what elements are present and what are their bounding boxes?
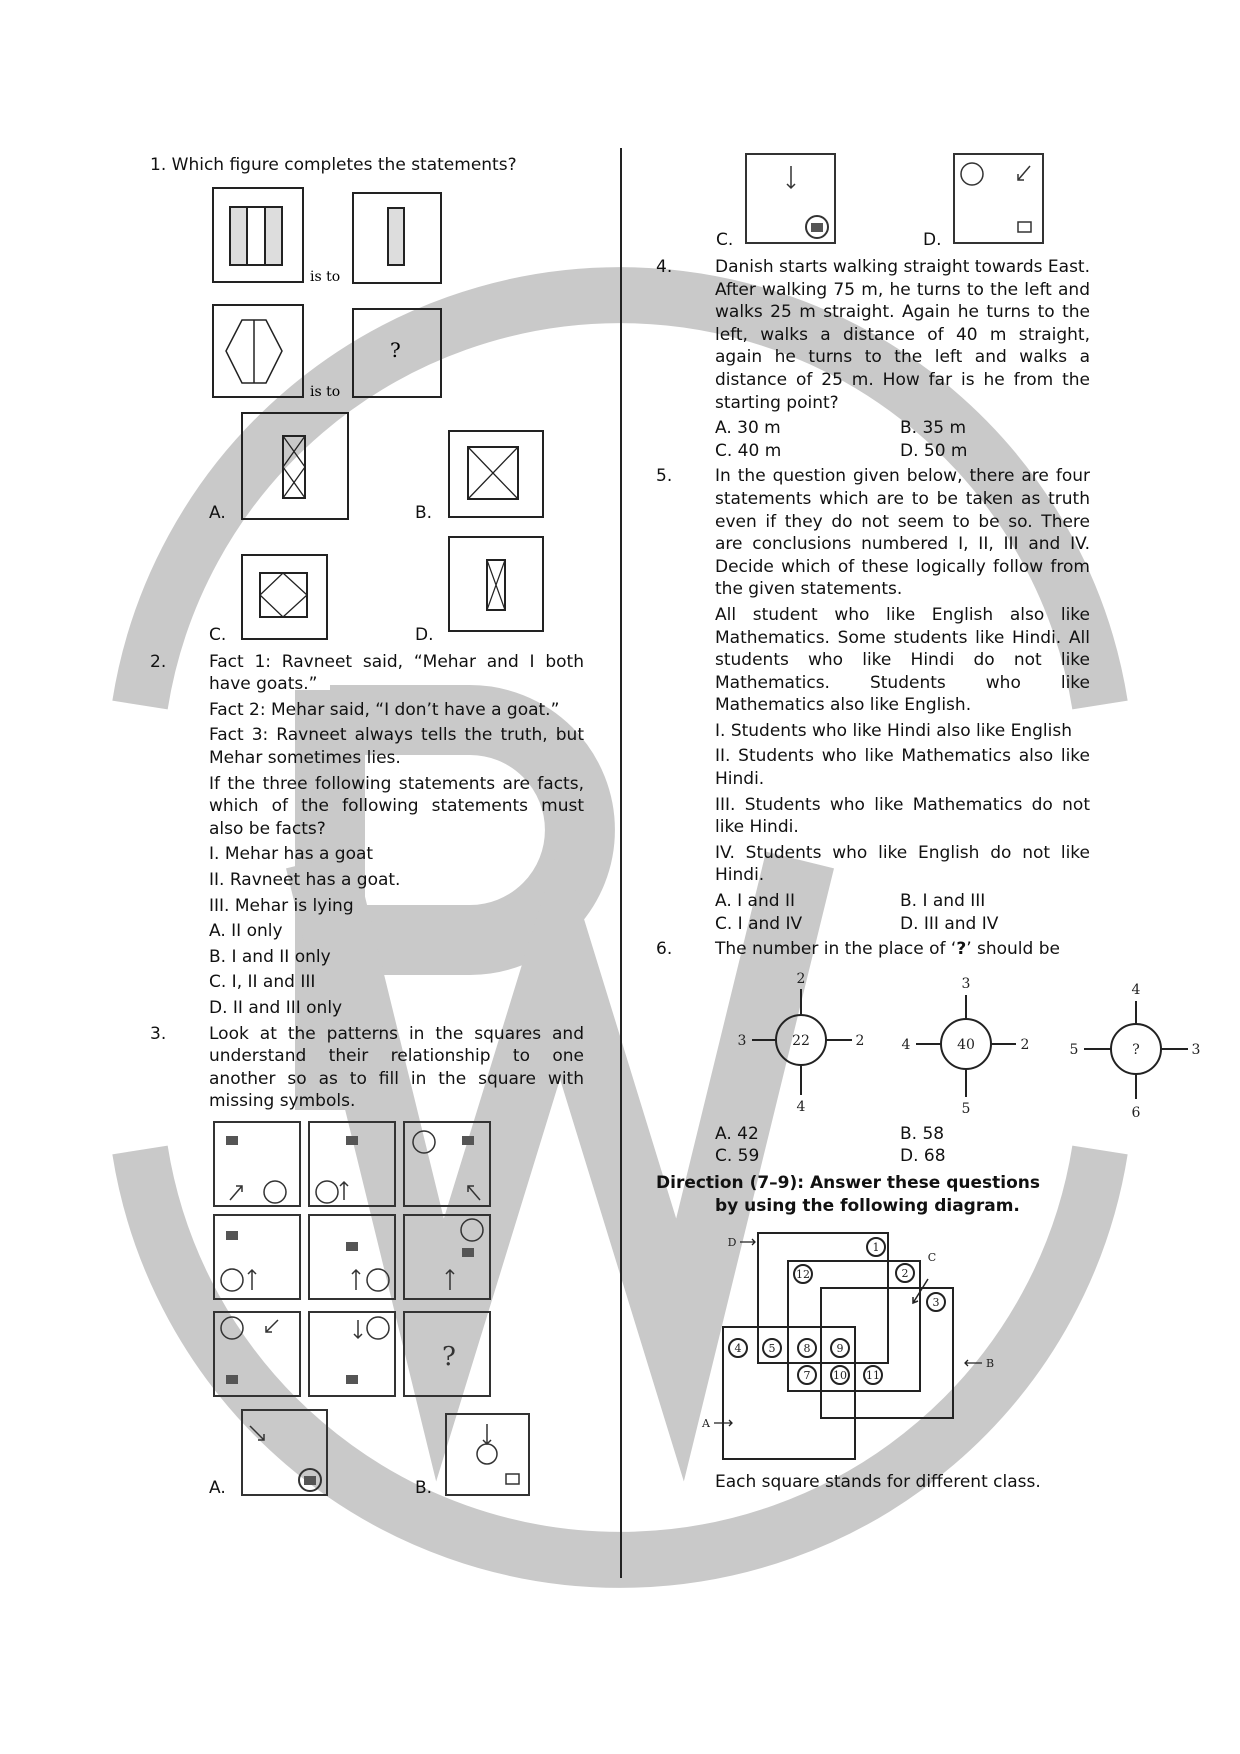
question-number: 2. [150,651,167,672]
q6-options [656,1123,1090,1168]
circle-3-bottom: 6 [1131,1104,1141,1121]
circle-3-left: 5 [1069,1041,1079,1058]
question-3 [150,1023,584,1116]
option-a-label[interactable]: A. [209,1478,226,1499]
option-b[interactable]: B. 35 m [900,418,967,439]
circle-1-left: 3 [737,1032,747,1049]
left-column [150,154,584,1500]
conclusion-4: IV. Students who like English do not like Hindi. [715,842,1090,886]
conclusion-2: II. Students who like Mathematics also like Hindi. [715,746,1090,790]
q6-figure-row [656,967,1201,1123]
region-10: 10 [833,1369,847,1383]
q1-analogy-row [150,185,584,411]
circle-1-center: 22 [792,1032,810,1049]
question-text: Look at the patterns in the squares and understand their relationship to one another so as to fill in the square with missing symbols. [209,1023,584,1112]
label-b: B [985,1357,995,1371]
option-c[interactable]: C. 40 m [715,440,782,461]
question-number: 3. [150,1023,167,1044]
label-a: A [702,1417,710,1431]
column-divider [620,148,622,1578]
q3-options-ab [150,1408,584,1500]
q1-option-c-figure[interactable] [240,553,330,643]
option-c[interactable]: C. I and IV [715,913,803,934]
option-c[interactable]: C. I, II and III [209,972,316,993]
question-5 [656,465,1090,935]
option-d[interactable]: D. 68 [900,1146,946,1167]
q1-options-ab [150,411,584,525]
q3-option-c-figure[interactable] [744,152,838,246]
direction-line-2: by using the following diagram. [715,1195,1020,1216]
question-text: Which figure completes the statements? [171,155,517,175]
region-9: 9 [836,1342,844,1356]
question-6 [656,938,1090,961]
diagram-caption: Each square stands for different class. [715,1472,1041,1493]
question-2 [150,651,584,1023]
circle-2-bottom: 5 [961,1100,971,1117]
region-11: 11 [866,1369,880,1383]
option-d-label[interactable]: D. [415,625,434,645]
question-text: In the question given below, there are four statements which are to be taken as truth even if they do not seem to be so. There are conclusions numbered I, II, III and IV. Decide which of these logically follow from the given statements. [715,466,1090,600]
is-to-label: is to [310,268,341,285]
region-12: 12 [796,1268,810,1282]
q3-option-b-figure[interactable] [444,1412,532,1498]
question-number: 1. [150,155,167,175]
option-b[interactable]: B. I and II only [209,946,331,967]
circle-3-center: ? [1132,1041,1140,1058]
circle-3-top: 4 [1131,981,1141,998]
question-number: 6. [656,939,673,960]
statement-3: III. Mehar is lying [209,895,354,916]
question-text: The number in the place of ‘ [715,939,957,960]
option-d[interactable]: D. III and IV [900,913,999,934]
option-b[interactable]: B. I and III [900,891,986,912]
direction-heading [656,1172,1096,1217]
fact-1: Fact 1: Ravneet said, “Mehar and I both have goats.” [209,651,584,695]
statement-2: II. Ravneet has a goat. [209,869,401,890]
option-a[interactable]: A. II only [209,921,283,942]
q1-analogy-figure [210,185,450,405]
question-text: If the three following statements are facts, which of the following statements must also be facts? [209,773,584,839]
region-2: 2 [901,1267,909,1281]
q1-option-a-figure[interactable] [240,411,352,523]
question-mark: ? [442,1341,456,1372]
option-d[interactable]: D. 50 m [900,440,968,461]
question-text: Danish starts walking straight towards East. After walking 75 m, he turns to the left and walks 25 m straight. Again he turns to the left, walks a distance of 40 m straight, again he turns to the left and walks a distance of 25 m. How far is he from the starting point? [715,257,1090,413]
question-text: ’ should be [966,939,1060,960]
question-4 [656,256,1090,462]
region-5: 5 [768,1342,776,1356]
option-c-label[interactable]: C. [716,230,734,251]
question-1 [150,154,584,177]
option-c-label[interactable]: C. [209,625,227,645]
circle-2-right: 2 [1020,1036,1030,1053]
question-number: 4. [656,257,673,277]
circle-2-center: 40 [957,1036,975,1053]
conclusion-1: I. Students who like Hindi also like English [715,720,1072,741]
direction-line-1: Direction (7–9): Answer these questions [656,1173,1041,1193]
question-mark: ? [390,337,401,362]
option-a[interactable]: A. I and II [715,891,795,912]
region-8: 8 [803,1342,811,1356]
circle-1-top: 2 [796,970,806,987]
option-d-label[interactable]: D. [923,230,942,251]
fact-3: Fact 3: Ravneet always tells the truth, but Mehar sometimes lies. [209,725,584,768]
q6-number-circles [720,967,1220,1123]
statement-1: I. Mehar has a goat [209,844,374,865]
option-a[interactable]: A. 42 [715,1123,759,1144]
label-d: D [727,1236,737,1250]
region-7: 7 [803,1369,811,1383]
class-squares-diagram [702,1225,995,1465]
circle-1-bottom: 4 [796,1098,806,1115]
right-column [656,150,1201,1494]
q3-grid-row [150,1120,584,1404]
option-c[interactable]: C. 59 [715,1146,760,1167]
option-b[interactable]: B. 58 [900,1123,945,1144]
statements: All student who like English also like Mathematics. Some students like Hindi. All students who like Hindi do not like Mathematics. Students who like Mathematics also like English. [715,604,1090,716]
label-c: C [927,1251,937,1265]
diagram-row [656,1225,1090,1465]
region-3: 3 [932,1296,940,1310]
circle-2-top: 3 [961,975,971,992]
q1-option-b-figure[interactable] [447,429,547,521]
diagram-caption-row [656,1471,1090,1494]
option-a-label[interactable]: A. [209,503,226,523]
q3-options-cd [656,150,1090,252]
q3-pattern-grid [212,1120,494,1402]
circle-2-left: 4 [901,1036,911,1053]
is-to-label: is to [310,383,341,400]
option-b-label[interactable]: B. [415,1478,433,1499]
q3-option-d-figure[interactable] [952,152,1046,246]
option-b-label[interactable]: B. [415,503,433,523]
q1-option-d-figure[interactable] [447,535,547,635]
question-mark: ? [956,939,967,960]
q3-option-a-figure[interactable] [240,1408,330,1498]
region-1: 1 [872,1241,880,1255]
circle-1-right: 2 [855,1032,865,1049]
question-number: 5. [656,466,673,487]
region-4: 4 [734,1342,742,1356]
circle-3-right: 3 [1191,1041,1201,1058]
option-a[interactable]: A. 30 m [715,418,781,439]
fact-2: Fact 2: Mehar said, “I don’t have a goat.” [209,699,560,720]
q1-options-cd [150,531,584,647]
option-d[interactable]: D. II and III only [209,997,343,1018]
conclusion-3: III. Students who like Mathematics do not like Hindi. [715,794,1090,838]
